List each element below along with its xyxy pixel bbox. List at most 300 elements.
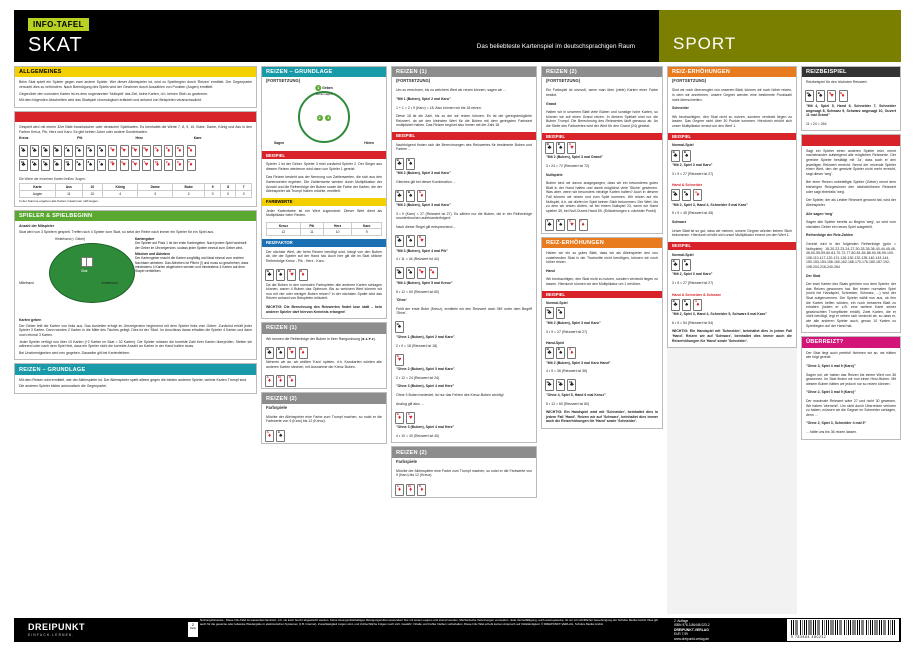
- grand-ex-cards: [542, 140, 662, 155]
- ex4-text: 5 • 12 = 60 (Reizwert ist 60): [396, 289, 440, 294]
- th-7: 7: [236, 184, 252, 191]
- spieltafeln-p1: Gespielt wird mit einem 32er Blatt französischer oder deutscher Spielkarten. Es beinhaltet die Werte 7, 8, 9, 10, Bube, Dame, König und Ass in den Farben Kreuz, Pik, Herz und Karo. Es gibt keinen Joker oder andere Sonderkarten.: [19, 125, 252, 134]
- reihenfolge-title: Reihenfolge der Reiz-Zahlen: [806, 233, 854, 238]
- playing-card: 10 ♦: [406, 484, 415, 496]
- column-3: [391, 66, 537, 614]
- reizen2c-sub: (FORTSETZUNG): [546, 78, 581, 84]
- allgemeines-p1: Beim Skat spielt ein Spieler gegen zwei andere Spieler. Wer dieser Alleinspieler ist, wird zu Spielbeginn durch 'Reizen' ermittelt. Der Gegenpartei versucht dies zu verhindern. Nach Beendigung des Spiels wird der Gewinner durch Auszählen von Punkten (Augen) ermittelt.: [19, 80, 252, 89]
- column-6: [801, 66, 901, 614]
- section-allgemeines: [14, 66, 257, 108]
- playing-card: 7 ♦: [187, 159, 196, 171]
- ex6-cards: [392, 352, 536, 367]
- playing-card: B ♣: [395, 235, 404, 247]
- reizerhc-title: REIZ-ERHÖHUNGEN: [668, 67, 796, 77]
- header-right: [659, 10, 901, 62]
- reizen1-cards2: [262, 373, 386, 388]
- ex6-text: 2 • 12 = 24 (Reizwert ist 24): [396, 375, 440, 380]
- td-v4: 3: [138, 191, 172, 198]
- fw-v2: 11: [300, 229, 323, 236]
- th-bube: Bube: [172, 184, 205, 191]
- reizbeispiel-ex-val: 11 • 24 = 264: [806, 121, 827, 126]
- td-augen: Augen: [20, 191, 56, 198]
- c5-normal2-cards: [668, 257, 796, 272]
- spieler-sub1: Anzahl der Mitspieler: [19, 223, 55, 228]
- section-reizen-grundlage-title: REIZEN – GRUNDLAGE: [15, 364, 256, 374]
- playing-card: K ♦: [287, 375, 296, 387]
- c5-hs-val: 5 • 9 = 45 (Reizwert ist 45): [672, 211, 714, 216]
- rg-cont-sub: (FORTSETZUNG): [266, 78, 301, 84]
- header-badge: INFO-TAFEL: [28, 18, 89, 31]
- card-values-table: [19, 183, 252, 197]
- ex4-title: "Mit 4 (Buben), Spiel 5 mal Kreuz": [396, 280, 453, 285]
- skat-title: Der Skat: [806, 273, 821, 278]
- playing-card: B ♣: [545, 142, 554, 154]
- label-skat: Skat: [81, 269, 88, 274]
- spieler-sub4: Karten geben: [19, 318, 42, 323]
- footer-web: www.dreipunkt-verlag.de: [674, 636, 709, 641]
- page-header: [14, 10, 901, 62]
- ueberreizt-ex-text: Sagen wir, wir haben das Reizen bis einem Wert von 36 gewonnen. Im Skat finden wir nun einen Herz-Buben. Mit diesem Buben hätten wir jedoch nur so reizen können:: [806, 372, 896, 386]
- playing-card: B ♥: [417, 267, 426, 279]
- hand-text: Wir beobachtigen, den Skat nicht zu nutzen, sondern verdeckt liegen zu lassen. Hierdurch können wir den Multiplikator um 1 erhöhen.: [546, 277, 658, 286]
- barcode: [787, 619, 899, 641]
- reizen1c-text3: Diese 18 ist die Zahl, bis zu der wir reizen können. Es ist der geringstmögliche Reizwert, da wir den kleinsten Wert für die Buben mit dem geringsten Farbwert multipliziert haben. Das Reizen beginnt also immer mit der Zahl 18.: [396, 114, 532, 128]
- section-spieler: [14, 210, 257, 361]
- reizen1c-text2: 1 + 1 = 2 • 9 (Karo) = 18. Also können wir bis 18 reizen.: [396, 105, 482, 110]
- playing-card: A ♠: [64, 145, 73, 157]
- reizen2b-cards: [392, 482, 536, 497]
- playing-card: A ♣: [556, 379, 565, 391]
- normal-ex: "Mit 2 (Buben), Spiel 3 mal Karo": [546, 320, 601, 325]
- hand-ex: "Mit 2 (Buben), Spiel 3 mal Karo Hand": [546, 360, 611, 365]
- playing-card: B ♠: [395, 321, 404, 333]
- td-v6: 0: [205, 191, 221, 198]
- reizbeispiel-text: Reizbeispiel für den höchsten Reizwert:: [806, 80, 868, 85]
- allgemeines-p3: Mit dem folgenden Abschnitten wird das Skatspiel chronologisch erläutert und anhand von Beispielen veranschaulicht.: [19, 98, 202, 103]
- section-reizen-grundlage-1: [14, 363, 257, 394]
- ex7-text: Ohne 3 Buben bedeutet, ist nur das Fehlen des Kreuz-Buben wichtig!: [396, 393, 504, 397]
- playing-card: K ♠: [75, 145, 84, 157]
- c5-normal2-val: 3 • 9 = 27 (Reizwert ist 27): [672, 280, 714, 285]
- hand-val: 4 • 9 = 36 (Reizwert ist 36): [546, 369, 588, 374]
- brand-tagline: EINFACH.LERNEN.: [28, 633, 75, 637]
- reizen2c-beispiel-band: BEISPIEL: [542, 133, 662, 141]
- reizen-skat-title: REIZEN & SKAT: [802, 135, 900, 145]
- th-ass: Ass: [55, 184, 82, 191]
- ueberreizt-ex3-title: "Ohne 2, Spiel 3, Schneider 4 mal 9": [806, 421, 867, 426]
- playing-card: A ♣: [19, 145, 28, 157]
- skat-text: Der zwei Karten des Skats gehören nun dem Spieler, der das Reizen gewonnen hat. Bei einem normalen Spiel (nicht bei Handspiel, Schneider, Schwarz, ...) wird der Skat aufgenommen. Der Spieler wählt nun aus, ob ihm die Karten helfen würden, ein noch besseres Blatt zu erhalten (indem er z.B. eine weitere Karte seiner gewünschten Trumpffarbe erhält). Zwei Karten, die er nicht benötigt, legt er neben sich verdeckt ab, so dass er, wie alle anderen Spieler auch, genau 10 Karten zu Spielbeginn auf der Hand hat.: [806, 282, 896, 328]
- reizfaktor-text2: Da die Buben in den normalen Farbspielen alle anderen Karten schlagen können, waren 4 Buben das Optimum. Bis zu welchem Wert können wir nun mit vier oder weniger Buben reizen? In der nächsten Spalte wird das Reizen anhand von Beispielen erläutert.: [266, 282, 382, 301]
- playing-card: B ♠: [556, 347, 565, 359]
- ex-analog: Analog gilt also ...: [396, 401, 424, 406]
- playing-card: B ♣: [265, 347, 274, 359]
- footer-isbn: ISBN 978-3-86448-023-2: [674, 623, 710, 628]
- rg-p2: Die anderen Spieler bilden automatisch die Gegenpartei.: [19, 384, 107, 389]
- ueberreizt-title: ÜBERREIZT?: [802, 337, 900, 347]
- reizen1c-title: REIZEN (1): [392, 67, 536, 77]
- playing-card: 7 ♦: [579, 219, 588, 231]
- column-1: [14, 66, 257, 614]
- playing-card: K ♥: [120, 145, 129, 157]
- footer-price: EUR 7,99: [674, 632, 688, 637]
- header-left: [14, 10, 649, 62]
- hand-cards2: [542, 378, 662, 393]
- diagram-label-sagen: Sagen: [274, 141, 285, 146]
- page-title: SKAT: [28, 34, 83, 56]
- reizen-skat-text2: Bei einer Reizen unbeteiligte Spieler (Geber) nennt dem bisherigen Reizgewinner den nächsthöheren Reizwert oder sagt ebenfalls 'weg'.: [806, 180, 896, 194]
- playing-card: 8 ♦: [175, 159, 184, 171]
- rg-p1: Mit dem Reizen wird ermittelt, wer der Alleinspieler ist. Der Alleinspieler spielt alleine gegen die beiden anderen Spieler, welche Karten Trumpf sind.: [19, 377, 248, 382]
- playing-card: B ♠: [406, 235, 415, 247]
- section-reizen-2-cont: [541, 66, 663, 234]
- playing-card: B ♠: [682, 189, 691, 201]
- reizfaktor-text: Der nächste Wert, der beim Reizen benötigt wird, hängt von den Buben ab, die der Spieler auf der Hand hat. Auch hier gilt die im Skat übliche Reihenfolge Kreuz - Pik - Herz - Karo.: [266, 249, 382, 263]
- playing-card: A ♦: [265, 375, 274, 387]
- playing-card: B ♠: [556, 307, 565, 319]
- fw-h3: Herz: [323, 222, 352, 229]
- playing-card: D ♠: [86, 145, 95, 157]
- reizen2-title: REIZEN (2): [262, 393, 386, 403]
- barcode-number: 9 783864 480232: [791, 635, 827, 639]
- reizen-skat-text3: Der Spieler, der als Letzter Reizwert genannt hat, wird der Alleinspieler.: [806, 198, 896, 207]
- reizen1c-sub: (FORTSETZUNG): [396, 78, 431, 84]
- playing-card: D ♥: [131, 145, 140, 157]
- section-ueberreizt: [801, 336, 901, 439]
- playing-card: B ♠: [682, 259, 691, 271]
- playing-card: B ♥: [395, 354, 404, 366]
- reizbeispiel-title: REIZBEISPIEL: [802, 67, 900, 77]
- grand-text: Halten wir in unserem Blatt viele Buben und sonstige hohe Karten, so können wir auf einen Grand reizen. In diesem Spielart sind nur die Buben Trumpf. Die Berechnung des Reizwertes läuft genauso ab. An die Stelle des Farbwertes wird der Wert für den Grand (24) gesetzt.: [546, 110, 658, 129]
- c5-normal2-title: Normal-Spiel: [672, 252, 694, 257]
- diagram-label-hoeren: Hören: [364, 141, 374, 146]
- th-10: 10: [82, 184, 102, 191]
- augen-note: In der Summe ergeben alle Karten zusammen 120 Augen.: [19, 198, 99, 203]
- playing-card: B ♠: [682, 150, 691, 162]
- th-8: 8: [220, 184, 236, 191]
- header-subtitle: Das beliebteste Kartenspiel im deutschsprachigen Raum: [476, 43, 635, 50]
- reizen2c-text: Ein Farbspiel ist sinnvoll, wenn man über (viele) Karten einer Farbe besitzt.: [546, 88, 658, 97]
- page-side-label: Seite: [190, 627, 196, 630]
- playing-card: K ♦: [164, 145, 173, 157]
- spieler-p1: Skat wird von 3 Spielern gespielt. Treffen sich 4 Spieler zum Skat, so setzt der Reihe nach immer ein Spieler für ein Spiel aus.: [19, 229, 215, 234]
- schwarz-title: Schwarz: [672, 220, 687, 225]
- step-3-badge: 3: [327, 115, 330, 121]
- reizen2-sub: Farbspiele: [266, 404, 287, 410]
- playing-card: B ♣: [805, 90, 814, 102]
- td-v5: 2: [172, 191, 205, 198]
- null-title: Nullspiele: [546, 172, 563, 177]
- section-reizen-2-col3: [391, 446, 537, 498]
- suit-label-pik: Pik: [77, 136, 83, 141]
- playing-card: B ♠: [406, 267, 415, 279]
- skat-card: [86, 257, 93, 267]
- column-5: [667, 66, 797, 614]
- playing-card: A ♥: [108, 145, 117, 157]
- th-dame: Dame: [138, 184, 172, 191]
- ohne-text: Fehlt der erste Bube (Kreuz), ermitteln wir den Reizwert nach 'Mit' unter dem Begriff 'Ohne'.: [396, 306, 532, 316]
- schneider-text: Wir beobachtigen, den Skat nicht zu nutzen, sondern verdeckt liegen zu lassen. Das Gegner nicht über 30 Punkte kommen. Hierdurch erhöht sich unser Multiplikator erneut um den Wert 1.: [672, 114, 792, 129]
- ex1-title: "Mit 2 (Buben), Spiel 3 mal Karo": [396, 171, 451, 176]
- c5-hss-val: 6 • 9 = 54 (Reizwert ist 54): [672, 320, 714, 325]
- diagram-label-geben: Geben: [322, 86, 333, 91]
- ex8-cards: [392, 410, 536, 425]
- ex-regel: Nach dieser Regel gilt entsprechend ...: [396, 225, 457, 230]
- playing-card: B ♠: [556, 142, 565, 154]
- null-text: Buben sind wir davon ausgegangen, dass wir ein besonderes gutes Blatt in der Hand halten und damit möglichst viele 'Stiche' gewinnen. Was aber, wenn wir besonders niedrige Karten halten? Auch in diesem Fall können wir reizen und zum Spiel kommen. Wir reizen auf ein Nullspiel, d.h. wir dürfen im Spiel keinen Stich bekommen. Der Wert, bis zu dem wir reizen dürfen, ist bei einem Nullspiel 23, wenn wir Hand spielen 35, bei Null-Ouvert-Hand 59. (Erläuterungen s. nächster Punkt): [546, 181, 658, 213]
- playing-card: A ♠: [276, 430, 285, 442]
- playing-card: B ♠: [276, 269, 285, 281]
- playing-card: 9 ♥: [567, 219, 576, 231]
- reizen2b-text: Möchte der Alleinspieler eine Farbe zum Trumpf machen, so nutzt er die Farbwerte von 9 (Karo) bis 12 (Kreuz).: [396, 468, 532, 478]
- page-number: 2: [191, 622, 195, 627]
- reizerh-text: Haben wir ein so gutes Blatt, dass wir als Alleinspieler den uns zustehenden Skat in der Tischmitte nicht benötigen, können wir noch höher reizen.: [546, 250, 658, 265]
- fw-v4: 9: [352, 229, 382, 236]
- ueberreizt-text: Der Skat liegt auch perfekt! Nehmen wir an, wir hätten wie folgt gereizt:: [806, 350, 896, 360]
- normal-cards: [542, 306, 662, 321]
- footer-brand-block: [14, 618, 192, 642]
- playing-card: B ♦: [187, 145, 196, 157]
- td-v7: 0: [220, 191, 236, 198]
- reizfaktor-band: REIZFAKTOR: [262, 239, 386, 247]
- ex7-title: "Ohne 3 (Buben), Spiel 4 mal Herz": [396, 384, 455, 389]
- spieler-p3: Der Kartengeber mischt die Karten sorgfältig und lässt einmal vom rechten Nachbarn abheben. Das Abheben ist Pflicht (!) und muss so geschehen, dass mindestens 4 Karten abgehoben werden und mindestens 4 Karten auf dem Stapel verbleiben.: [135, 256, 249, 274]
- suit-label-herz: Herz: [135, 136, 143, 141]
- playing-card: 9 ♦: [164, 159, 173, 171]
- th-karte: Karte: [20, 184, 56, 191]
- playing-card: 8 ♠: [556, 219, 565, 231]
- reizen-circle-diagram: [262, 85, 386, 151]
- fw-v1: 12: [267, 229, 301, 236]
- playing-card: B ♣: [671, 189, 680, 201]
- schwarz-text: Unser Blatt ist so gut, dass wir meinen, unsere Gegner würden keinen Stich bekommen. Hierdurch erhöht sich unser Multiplikator erneut um den Wert 1.: [672, 228, 792, 238]
- reizen1c-beispiel-text: Nachfolgend finden sich die Berechnungen des Reizwertes für bestimmte Buben und Farben ...: [396, 142, 532, 152]
- playing-card: 9 ♥: [120, 159, 129, 171]
- playing-card: B ♣: [545, 307, 554, 319]
- ex2-title: "Mit 2 (Buben), Spiel 3 mal Karo": [396, 203, 451, 208]
- c5-normal-ex: "Mit 2, Spiel 3 mal Karo": [672, 163, 713, 168]
- table-row: [267, 222, 382, 229]
- grand-ex-title: "Mit 2 (Buben), Spiel 3 mal Grand": [546, 155, 603, 160]
- content-columns: [14, 66, 901, 614]
- ex1-cards: [392, 156, 536, 171]
- ueberreizt-ex3-text: ... hätte uns bis 36 reizen lassen.: [806, 429, 858, 434]
- playing-card: 7 ♣: [545, 219, 554, 231]
- playing-card: 9 ♣: [30, 159, 39, 171]
- playing-card: B ♥: [287, 269, 296, 281]
- reizen2b-sub: Farbspiele: [396, 458, 417, 464]
- barcode-lines: [791, 620, 895, 635]
- section-reizen-1-cont: [391, 66, 537, 443]
- td-v8: 0: [236, 191, 252, 198]
- ueberreizt-ex2-text: Der maximale Reizwert wäre 27 und nicht 30 gewesen. Wir haben 'überreizt'. Um nicht durch Überreizen verloren zu haben, müssen wir die Gegner im Schneider schlagen, denn ...: [806, 398, 896, 417]
- brand-label: DREIPUNKT: [28, 622, 86, 632]
- ex1-text: Gleiches gilt bei dieser Kombination ...: [396, 179, 456, 184]
- ex5-text: 2 • 9 = 18 (Reizwert ist 18): [396, 343, 438, 348]
- ex2-cards: [392, 188, 536, 203]
- card-grid: [15, 142, 256, 176]
- section-reizen-2-col2: [261, 392, 387, 444]
- step-2-badge: 2: [318, 115, 321, 121]
- spieler-p2: Der Spieler auf Platz 1 ist der erste Kartengeber. Nach jedem Spiel wechselt der Geber im Uhrzeigersinn, sodass jeder Spieler einmal zum Geber wird.: [135, 241, 247, 250]
- section-spieltafeln-title: DIE SPIELTAFELN: [15, 112, 256, 122]
- null-cards: [542, 218, 662, 233]
- allgemeines-p2: Gegenüber den normalen Karten ist es dem sogenannten 'Nullspiel' das Ziel, keine Karten, d.h. keinen Stich zu gewinnen.: [19, 91, 209, 96]
- playing-card: 7 ♠: [97, 159, 106, 171]
- playing-card: B ♥: [287, 347, 296, 359]
- playing-card: 9 ♠: [75, 159, 84, 171]
- reizerh-wichtig: WICHTIG: Ein Handspiel wird mit 'Schneider', beinhaltet dies in jedem Fall 'Hand'. Reizen wir auf 'Schwarz', beinhaltet dies immer auch die Reizerhöhungen für 'Hand' sowie 'Schneider'.: [546, 410, 658, 424]
- playing-card: B ♠: [406, 190, 415, 202]
- spieler-sub3: Mischen und Abheben: [135, 252, 171, 257]
- reizen1c-hl1: "Mit 1 (Buben), Spiel 2 mal Karo": [396, 96, 451, 101]
- reizerh-beispiel-band: BEISPIEL: [542, 291, 662, 299]
- ex3-title: "Mit 3 (Buben), Spiel 4 mal Pik": [396, 248, 448, 253]
- section-reizerhoehungen-cont: [667, 66, 797, 348]
- farbwerte-band: FARBWERTE: [262, 198, 386, 206]
- section-reizerhoehungen: [541, 237, 663, 430]
- playing-card: B ♣: [671, 150, 680, 162]
- label-hinterhand: Hinterhand (= Geber): [55, 237, 86, 242]
- reizen1c-text: Um zu errechnen, bis zu welchem Wert wir reizen können, sagen wir ...: [396, 88, 507, 93]
- reizerhc-sub: (FORTSETZUNG): [672, 78, 707, 84]
- table-row: [20, 184, 252, 191]
- playing-card: B ♦: [395, 412, 404, 424]
- playing-card: B ♦: [839, 90, 848, 102]
- c5-hs-title: Hand & Schneider: [672, 183, 703, 188]
- c5-hs-cards: [668, 188, 796, 203]
- c5-normal-val: 3 • 9 = 27 (Reizwert ist 27): [672, 171, 714, 176]
- reizfaktor-wichtig: WICHTIG: Die Berechnung des Reizwertes findet lose statt – kein anderer Spieler darf hiervon Kenntnis erlangen!: [266, 305, 382, 314]
- reizen2-cards: [262, 428, 386, 443]
- c5-normal-title: Normal-Spiel: [672, 143, 694, 148]
- playing-card: B ♥: [142, 145, 151, 157]
- header-category: SPORT: [673, 34, 737, 53]
- reizen2-text: Möchte der Alleinspieler eine Farbe zum Trumpf machen, so nutzt er die Farbwerte von 9 (Karo) bis 12 (Kreuz).: [266, 414, 382, 424]
- playing-card: B ♠: [276, 347, 285, 359]
- rg-text2: Das Reizen besteht aus der Nennung von Zahlenwerten, die sich aus den Kartenwerten ergeben. Die Zahlenwerte werden durch Multiplikation der Anzahl und die Reihenfolge der Buben sowie die Farbe der Karten, die der Alleinspieler als Trumpf haben möchte, ermittelt.: [266, 175, 382, 194]
- playing-card: B ♣: [671, 259, 680, 271]
- reizen1-title: REIZEN (1): [262, 323, 386, 333]
- th-9: 9: [205, 184, 221, 191]
- grand-ex-text: 3 • 24 = 72 (Reizwert ist 72): [546, 164, 590, 169]
- spieler-p5: Jeder Spieler verfügt nun über 10 Karten (+2 Karten im Skat = 32 Karten). Die Spieler müssen die korrekte Zahl ihrer Karten überprüfen. Stellen sie während oder nach dem Spiel fest, dass ein Spieler nicht die korrekte Anzahl an Karten in der Hand halten muss.: [19, 339, 252, 349]
- playing-card: 10 ♦: [276, 375, 285, 387]
- fw-h4: Karo: [352, 222, 382, 229]
- spieler-p4: Der Geber teilt die Karten von links aus. Das Austeilen erfolgt im Uhrzeigersinn beginnend mit dem Spieler links vom Geber. Zunächst erhält jeder Spieler 3 Karten. Dann werden 2 Karten in die Mitte des Tisches gelegt. Dies ist der 'Skat'. Im Anschluss daran erhalten die Spieler 4 Karten und dann noch einmal 3 Karten.: [19, 323, 252, 338]
- c5-normal-cards: [668, 148, 796, 163]
- playing-card: 8 ♥: [131, 159, 140, 171]
- playing-card: B ♦: [429, 267, 438, 279]
- reizen1-text: Wir kennen die Reihenfolge der Buben in ihrer Rangordnung (♣-♠-♥-♦).: [266, 336, 376, 341]
- playing-card: A ♦: [567, 347, 576, 359]
- diagram-center: [301, 115, 347, 121]
- grand-title: Grand: [546, 101, 557, 106]
- section-reizbeispiel: [801, 66, 901, 131]
- section-allgemeines-title: ALLGEMEINES: [15, 67, 256, 77]
- c5-hss-title: Hand & Schneider & Schwarz: [672, 292, 721, 297]
- playing-card: B ♦: [299, 269, 308, 281]
- step-1-badge: 1: [317, 85, 320, 91]
- suit-label-kreuz: Kreuz: [19, 136, 29, 141]
- table-row: [20, 191, 252, 198]
- normal-title: Normal-Spiel: [546, 301, 568, 306]
- playing-card: B ♣: [395, 158, 404, 170]
- playing-card: A ♦: [693, 189, 702, 201]
- ex2-text: 3 • 9 (Karo) = 27 (Reizwert ist 27). Es zählen nur die Buben, die in der Reihenfolge ununterbrochen aufeinanderfolgen!: [396, 211, 532, 221]
- buben-strip: [262, 268, 386, 283]
- beispiel-band: BEISPIEL: [262, 151, 386, 159]
- footer-legal: Nutzungshinweise - Diese Info-Tafel ist wasserfest laminiert, d.h. sie kann feucht abgewischt werden. Keine lösungsmittelhaltigen Reinigungsmittel verwenden! Nur mit einem Lappen und stumpf werden. Mechanische Verletzungen vermeiden. Jede Vervielfältigung, auch auszugsweise, ist nur mit schriftlicher Genehmigung der Schulze Media GmbH. Dies gilt auch für die gesamte oder teilweise Wiedergabe in elektronischen Systemen (z.B. Internet). Zuverlässigkeit zeigen sind- und zivilrechtliche Folgen nach sich. Gewähr: Inhalte und Fehler bleiben vorbehalten. Diese Info-Tafel erhebt keinen Anspruch auf Vollständigkeit. © DREIPUNKT-VERLAG, Schulze Media GmbH: [200, 618, 658, 626]
- rg-cont-title: REIZEN – GRUNDLAGE: [262, 67, 386, 77]
- td-v3: 4: [103, 191, 138, 198]
- col5-beispiel-band-1: BEISPIEL: [668, 133, 796, 141]
- playing-card: K ♣: [30, 145, 39, 157]
- fw-h2: Pik: [300, 222, 323, 229]
- section-spieltafeln: [14, 111, 257, 207]
- c5-hss-ex: "Mit 2, Spiel 3, Hand 4, Schneider 5, Schwarz 6 mal Karo": [672, 312, 767, 317]
- ex6-title: "Ohne 2 (Buben), Spiel 3 mal Karo": [396, 367, 455, 372]
- ex3-cards: [392, 234, 536, 249]
- section-reizen-1-col2: [261, 322, 387, 389]
- ex5-title: "Ohne 1 (Buben), Spiel 2 mal Karo": [396, 334, 455, 339]
- farbwerte-table: [266, 222, 382, 236]
- reizen-skat-text: Sagt ein Spieler einen anderen Spieler reizt, nennt nacheinander aufsteigend alle möglichen Reizwerte. Der gereizte Spieler bestätigt mit 'Ja', dass auch er den jeweiligen Reizwert erreicht. Nennt der reizende Spieler einen Wert, den der gereizte Spieler nicht mehr erreicht, sagt dieser 'weg'.: [806, 148, 896, 176]
- footer-publisher: DREIPUNKT-VERLAG: [674, 627, 709, 632]
- spieler-sub2: Kartengeber: [135, 237, 155, 242]
- td-v2: 10: [82, 191, 102, 198]
- reizen2c-title: REIZEN (2): [542, 67, 662, 77]
- hand-cards: [542, 346, 662, 361]
- column-2: [261, 66, 387, 614]
- schneider-title: Schneider: [672, 106, 689, 111]
- section-reizen-skat: [801, 134, 901, 333]
- ex8-title: "Ohne 3 (Buben), Spiel 4 mal Herz": [396, 425, 455, 430]
- ex8-text: 4 • 10 = 40 (Reizwert ist 40): [396, 433, 440, 438]
- reizbeispiel-ex-title: "Mit 4, Spiel 5, Hand 6, Schneider 7, Schneider angesagt 8, Schwarz 9, Schwarz angesagt 10, Ouvert 11 mal Grand": [806, 103, 896, 118]
- reizerhc-text: Sind wir noch überzeugter von unserem Blatt, können wir noch höher reizen, in dem wir annehmen, unsere Gegner werden eine bestimmte Punktzahl nicht überschreiten.: [672, 88, 792, 102]
- spieler-p6: Bei Unstimmigkeiten wird neu gegeben. Dasselbe gilt bei Kartenfehlern.: [19, 350, 131, 355]
- reizen2b-title: REIZEN (2): [392, 447, 536, 457]
- reihenfolge-text: Gereizt wird in der folgenden Reihenfolge (grün = Nullspiele): 18-20-22-23-24-27-30-33-35-36-40-44-45-46-48-50-55-59-60-63-70-72-77-80-81-84-88-90-96-99-100-108-110-117-120-121-126-130-132-135-140-143-144-150-153-154-156-160-162-168-170-176-180-187-192-198-204-216-240-264: [806, 241, 896, 269]
- section-spieler-title: SPIELER & SPIELBEGINN: [15, 211, 256, 221]
- playing-card: 10 ♥: [108, 159, 117, 171]
- playing-card: A ♦: [153, 145, 162, 157]
- playing-card: B ♣: [265, 269, 274, 281]
- hand-val2: 5 • 12 = 60 (Reizwert ist 60): [546, 401, 590, 406]
- hand-title: Hand: [546, 268, 555, 273]
- footer-edition: 2. Auflage: [674, 619, 689, 623]
- playing-card: B ♥: [827, 90, 836, 102]
- alle-weg-title: Alle sagen 'weg': [806, 211, 833, 216]
- reizen1-cards: [262, 345, 386, 360]
- reizerh-title: REIZ-ERHÖHUNGEN: [542, 238, 662, 248]
- ohne-title: 'Ohne': [396, 298, 407, 303]
- playing-card: B ♥: [417, 235, 426, 247]
- ex4-cards: [392, 266, 536, 281]
- reizen1-text2: Nehmen wir an, wir wollten 'Karo' spielen, d.h. Karokarten würden alle anderen Karten stechen, mit Ausnahme der Kreuz Buben.: [266, 360, 382, 369]
- playing-card: A ♦: [395, 484, 404, 496]
- suit-label-karo: Karo: [193, 136, 202, 141]
- rg-beispiel: Spieler 1 ist der Geber. Spieler 3 reizt zunächst Spieler 2. Der Sieger aus diesem Reizen wiederum wird dann von Spieler 1 gereizt.: [266, 162, 382, 171]
- playing-card: B ♠: [816, 90, 825, 102]
- playing-card: K ♦: [417, 484, 426, 496]
- fw-h1: Kreuz: [267, 222, 301, 229]
- diagram-label-weitersagen: Weitersagen: [315, 92, 333, 97]
- section-reizen-grundlage-cont: [261, 66, 387, 319]
- card-row: [19, 145, 252, 157]
- playing-card: 7 ♥: [142, 159, 151, 171]
